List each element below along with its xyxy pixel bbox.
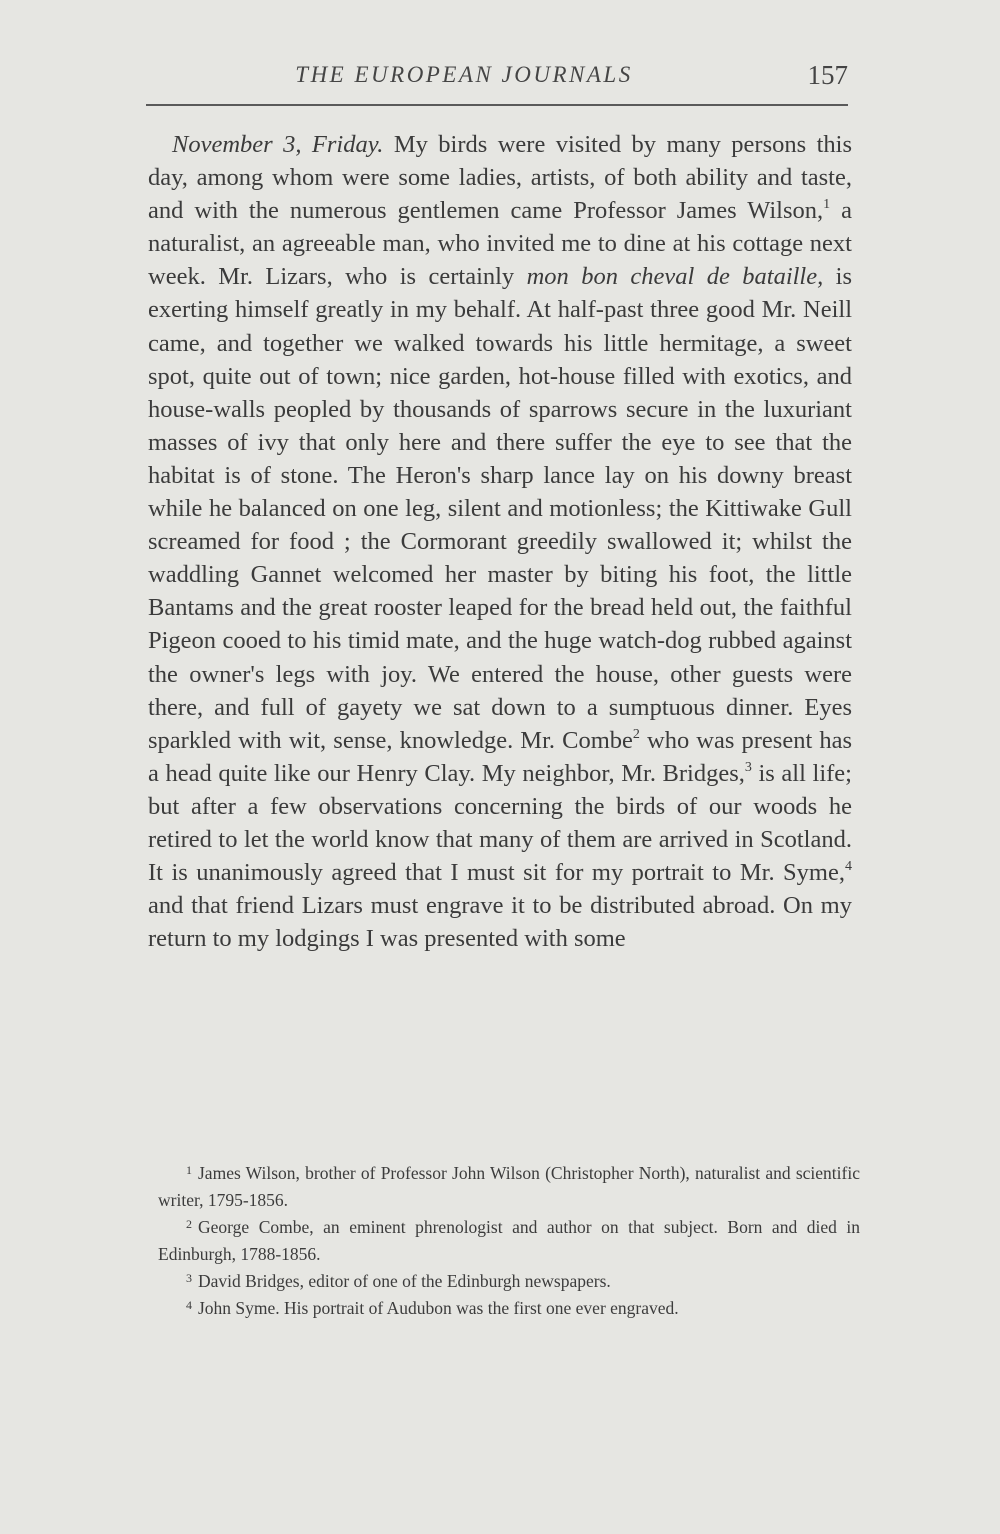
page-number: 157 — [807, 60, 848, 90]
footnote-number: 2 — [186, 1217, 192, 1231]
footnote-number: 4 — [186, 1298, 192, 1312]
entry-date: November 3, Friday. — [172, 131, 384, 158]
footnote-number: 1 — [186, 1163, 192, 1177]
footnote-ref-3: 3 — [744, 759, 752, 775]
footnote-ref-4: 4 — [845, 859, 852, 875]
footnote-text: James Wilson, brother of Professor John Wilson (Christopher North), naturalist and scientific writer, 1795-1856. — [158, 1163, 860, 1210]
footnote — [158, 1268, 860, 1295]
footnote — [158, 1160, 860, 1214]
footnote-ref-1: 1 — [823, 197, 831, 213]
footnote-number: 3 — [186, 1271, 192, 1285]
footnote-ref-2: 2 — [632, 726, 640, 742]
running-head — [148, 62, 848, 96]
text-segment: is all life; but after a few observations concerning the birds of our woods he retired to let the world know that many of them are arrived in Scotland. It is unanimously agreed that I must sit for my portrait to Mr. Syme, — [148, 759, 852, 887]
running-title: THE EUROPEAN JOURNALS — [295, 62, 633, 87]
text-segment: is exerting himself greatly in my behalf. At half-past three good Mr. Neill came, and together we walked towards his little hermitage, a sweet spot, quite out of town; nice garden, hot-house filled with exotics, and house-walls peopled by thousands of sparrows secure in the luxuriant masses of ivy that only here and there suffer the eye to see that the habitat is of stone. The Heron's sharp lance lay on his downy breast while he balanced on one leg, silent and motionless; the Kittiwake Gull screamed for food ; the Cormorant greedily swallowed it; whilst the waddling Gannet welcomed her master by biting his foot, the little Bantams and the great rooster leaped for the bread held out, the faithful Pigeon cooed to his timid mate, and the huge watch-dog rubbed against the owner's legs with joy. We entered the house, other guests were there, and full of gayety we sat down to a sumptuous dinner. Eyes sparkled with wit, sense, knowledge. Mr. Combe — [148, 263, 853, 754]
footnotes — [158, 1160, 860, 1322]
italic-phrase: mon bon cheval de bataille, — [526, 263, 824, 291]
footnote — [158, 1295, 860, 1322]
header-rule — [146, 104, 848, 106]
footnote-text: George Combe, an eminent phrenologist and author on that subject. Born and died in Edinburgh, 1788-1856. — [158, 1217, 860, 1264]
footnote-text: David Bridges, editor of one of the Edinburgh newspapers. — [198, 1271, 611, 1291]
body-text — [148, 128, 852, 955]
journal-paragraph — [148, 128, 852, 955]
text-segment: who was present has a head quite like our Henry Clay. My neighbor, Mr. Bridges, — [148, 726, 853, 787]
footnote — [158, 1214, 860, 1268]
text-segment: and that friend Lizars must engrave it to be distributed abroad. On my return to my lodgings I was presented with some — [148, 892, 852, 953]
text-segment: a naturalist, an agreeable man, who invited me to dine at his cottage next week. Mr. Lizars, who is certainly — [148, 197, 853, 291]
footnote-text: John Syme. His portrait of Audubon was the first one ever engraved. — [198, 1298, 679, 1318]
text-segment: My birds were visited by many persons this day, among whom were some ladies, artists, of both ability and taste, and with the numerous gentlemen came Professor James Wilson, — [148, 131, 852, 225]
